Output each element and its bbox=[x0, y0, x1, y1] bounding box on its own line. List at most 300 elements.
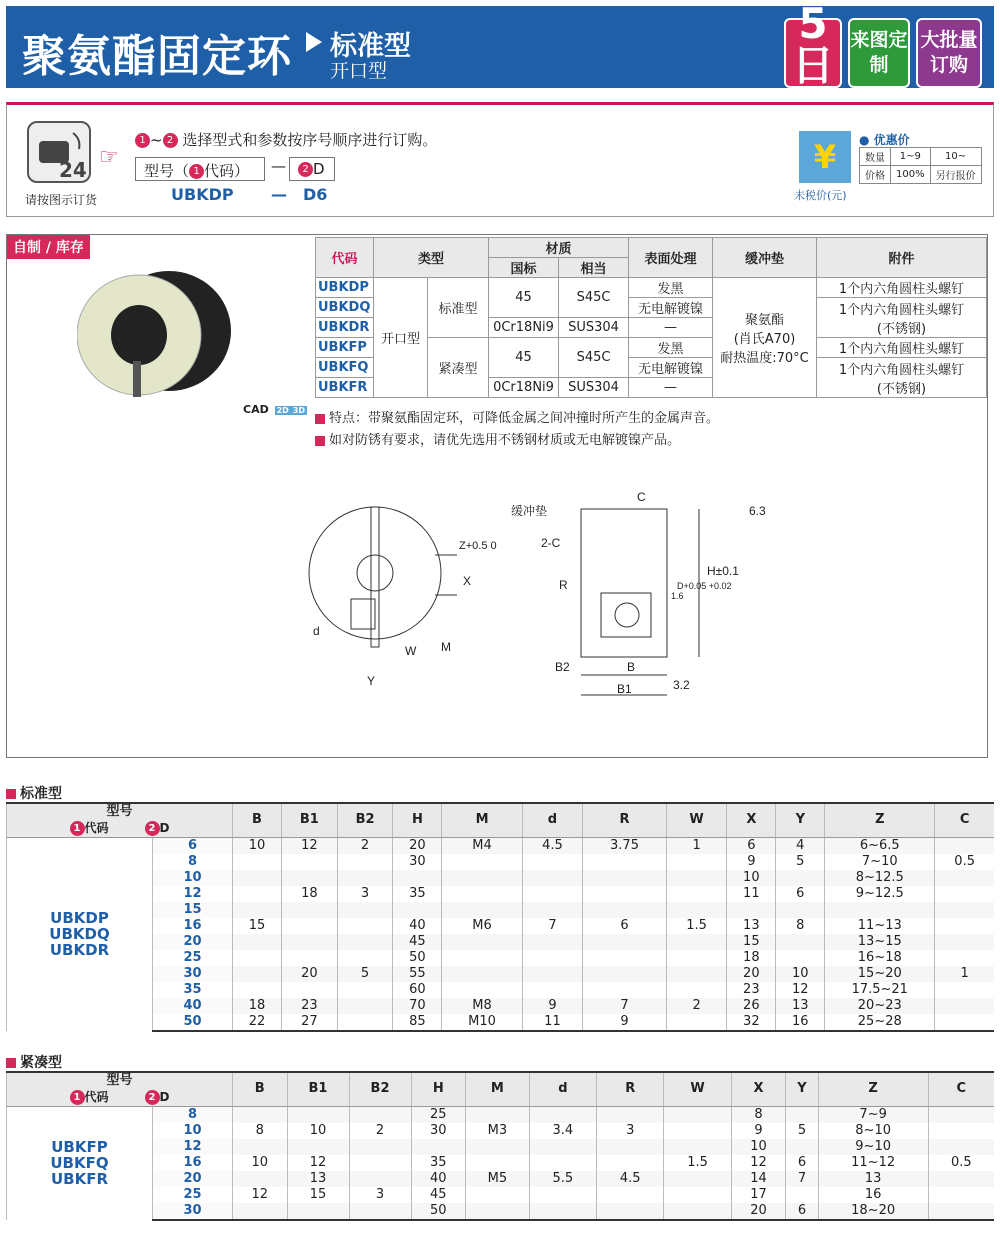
buffer-line2: (肖氏A70) bbox=[733, 332, 796, 347]
d-cell[interactable]: 35 bbox=[153, 982, 233, 998]
value-cell: 9 bbox=[727, 854, 776, 870]
th-col: B1 bbox=[287, 1072, 349, 1106]
value-cell: 23 bbox=[727, 982, 776, 998]
value-cell: 1.5 bbox=[664, 1155, 731, 1171]
step-1-icon: 1 bbox=[135, 133, 150, 148]
label-dtol: D+0.05 +0.02 bbox=[677, 581, 732, 591]
th-material: 材质 bbox=[489, 238, 629, 258]
value-cell bbox=[349, 1203, 411, 1220]
value-cell: 6 bbox=[727, 837, 776, 854]
cad-label: CAD bbox=[243, 403, 269, 416]
th-type: 类型 bbox=[374, 238, 489, 278]
value-cell: 6 bbox=[786, 1203, 818, 1220]
value-cell bbox=[776, 950, 825, 966]
value-cell bbox=[935, 870, 994, 886]
code-label: 代码） bbox=[204, 162, 250, 180]
stock-tag: 自制 / 库存 bbox=[7, 235, 90, 259]
value-cell: 30 bbox=[411, 1123, 466, 1139]
value-cell bbox=[393, 870, 442, 886]
d-cell[interactable]: 8 bbox=[153, 1106, 233, 1123]
phone-label: 请按图示订货 bbox=[25, 193, 98, 207]
value-cell bbox=[233, 886, 282, 902]
series-codes-cell bbox=[7, 1106, 153, 1220]
order-panel bbox=[6, 102, 994, 217]
arrow-icon bbox=[306, 32, 322, 52]
value-cell: 20 bbox=[393, 837, 442, 854]
value-cell bbox=[337, 934, 393, 950]
value-cell: 15~20 bbox=[825, 966, 935, 982]
value-cell: 8~10 bbox=[818, 1123, 928, 1139]
value-cell: 4.5 bbox=[522, 837, 583, 854]
th-col: Z bbox=[818, 1072, 928, 1106]
th-col: M bbox=[466, 1072, 530, 1106]
code-cell[interactable]: UBKFR bbox=[316, 378, 374, 398]
value-cell: 5.5 bbox=[529, 1171, 596, 1187]
value-cell: 70 bbox=[393, 998, 442, 1014]
gb-cell: 0Cr18Ni9 bbox=[489, 378, 559, 398]
value-cell bbox=[529, 1139, 596, 1155]
th-col: B2 bbox=[337, 803, 393, 837]
product-panel bbox=[6, 234, 988, 758]
series-codes-cell bbox=[7, 837, 153, 1031]
value-cell: 12 bbox=[776, 982, 825, 998]
value-cell bbox=[337, 918, 393, 934]
value-cell bbox=[664, 1171, 731, 1187]
value-cell: 30 bbox=[393, 854, 442, 870]
value-cell bbox=[337, 982, 393, 998]
value-cell bbox=[233, 902, 282, 918]
page-subtitle-open: 开口型 bbox=[330, 60, 388, 82]
d-cell[interactable]: 16 bbox=[153, 918, 233, 934]
value-cell: 4 bbox=[776, 837, 825, 854]
value-cell bbox=[597, 1155, 664, 1171]
th-col: d bbox=[529, 1072, 596, 1106]
order-instruction bbox=[135, 129, 437, 150]
value-cell: 23 bbox=[281, 998, 337, 1014]
d-box bbox=[289, 157, 335, 181]
note-rust-text: 如对防锈有要求，请优先选用不锈钢材质或无电解镀镍产品。 bbox=[329, 433, 681, 448]
table-row bbox=[7, 837, 995, 854]
value-cell bbox=[281, 870, 337, 886]
value-cell: 27 bbox=[281, 1014, 337, 1031]
square-bullet-icon bbox=[6, 789, 16, 799]
badge-5day-text: 发货 bbox=[797, 85, 828, 104]
value-cell bbox=[442, 982, 522, 998]
label-z: Z+0.5 0 bbox=[459, 540, 497, 552]
value-cell bbox=[935, 1014, 994, 1031]
d-cell[interactable]: 50 bbox=[153, 1014, 233, 1031]
value-cell: 15 bbox=[287, 1187, 349, 1203]
value-cell: 60 bbox=[393, 982, 442, 998]
value-cell: 17.5~21 bbox=[825, 982, 935, 998]
label-w: W bbox=[405, 644, 417, 658]
th-col: R bbox=[597, 1072, 664, 1106]
value-cell bbox=[664, 1203, 731, 1220]
code-cell[interactable]: UBKDR bbox=[316, 318, 374, 338]
value-cell: 13 bbox=[287, 1171, 349, 1187]
table-row bbox=[7, 950, 995, 966]
d-cell[interactable]: 40 bbox=[153, 998, 233, 1014]
value-cell: 85 bbox=[393, 1014, 442, 1031]
th-col: Y bbox=[786, 1072, 818, 1106]
value-cell bbox=[233, 1106, 288, 1123]
eq-cell: S45C bbox=[559, 278, 629, 318]
discount-cell: 1~9 bbox=[891, 148, 931, 166]
value-cell: 2 bbox=[337, 837, 393, 854]
series-code[interactable]: UBKDP bbox=[50, 909, 109, 927]
page-title: 聚氨酯固定环 bbox=[22, 31, 292, 82]
value-cell bbox=[442, 934, 522, 950]
table-row bbox=[7, 902, 995, 918]
label-b: B bbox=[627, 660, 636, 674]
d-cell[interactable]: 12 bbox=[153, 1139, 233, 1155]
table-row bbox=[7, 1014, 995, 1031]
value-cell: 7~10 bbox=[825, 854, 935, 870]
value-cell bbox=[522, 870, 583, 886]
value-cell bbox=[233, 1171, 288, 1187]
phone-24-icon bbox=[27, 121, 91, 183]
value-cell bbox=[666, 870, 727, 886]
label-63: 6.3 bbox=[749, 504, 766, 518]
value-cell: 8 bbox=[233, 1123, 288, 1139]
d-cell[interactable]: 8 bbox=[153, 854, 233, 870]
value-cell bbox=[583, 854, 667, 870]
value-cell bbox=[466, 1139, 530, 1155]
th-d-text: D bbox=[159, 821, 170, 836]
th-col: B1 bbox=[281, 803, 337, 837]
note-feature-text: 特点：带聚氨酯固定环，可降低金属之间冲撞时所产生的金属声音。 bbox=[329, 411, 720, 426]
value-cell: 17 bbox=[731, 1187, 786, 1203]
series-code[interactable]: UBKDR bbox=[49, 941, 110, 959]
label-buffer: 缓冲垫 bbox=[511, 504, 548, 518]
value-cell bbox=[825, 902, 935, 918]
value-cell bbox=[776, 902, 825, 918]
type-open-cell: 开口型 bbox=[374, 278, 428, 398]
d-cell[interactable]: 20 bbox=[153, 934, 233, 950]
value-cell bbox=[664, 1123, 731, 1139]
value-cell: 12 bbox=[287, 1155, 349, 1171]
d-cell[interactable]: 16 bbox=[153, 1155, 233, 1171]
th-d-text: D bbox=[159, 1090, 170, 1105]
th-col: Y bbox=[776, 803, 825, 837]
th-buffer: 缓冲垫 bbox=[713, 238, 817, 278]
d-cell[interactable]: 25 bbox=[153, 950, 233, 966]
page-subtitle-type: 标准型 bbox=[330, 31, 411, 62]
compact-title-text: 紧凑型 bbox=[20, 1055, 62, 1071]
value-cell: 22 bbox=[233, 1014, 282, 1031]
value-cell: 3.75 bbox=[583, 837, 667, 854]
value-cell: 50 bbox=[411, 1203, 466, 1220]
value-cell: 7~9 bbox=[818, 1106, 928, 1123]
d-cell[interactable]: 30 bbox=[153, 966, 233, 982]
th-col: R bbox=[583, 803, 667, 837]
value-cell bbox=[666, 854, 727, 870]
value-cell: 14 bbox=[731, 1171, 786, 1187]
th-code: 代码 bbox=[316, 238, 374, 278]
value-cell: 35 bbox=[411, 1155, 466, 1171]
th-col: M bbox=[442, 803, 522, 837]
value-cell bbox=[281, 854, 337, 870]
d-cell[interactable]: 6 bbox=[153, 837, 233, 854]
step-1-icon: 1 bbox=[70, 1090, 85, 1105]
value-cell: 5 bbox=[786, 1123, 818, 1139]
value-cell: 9 bbox=[522, 998, 583, 1014]
value-cell: 1 bbox=[935, 966, 994, 982]
value-cell bbox=[281, 934, 337, 950]
surface-cell: 发黑 bbox=[629, 338, 713, 358]
eq-cell: S45C bbox=[559, 338, 629, 378]
value-cell bbox=[233, 982, 282, 998]
technical-drawing bbox=[287, 485, 807, 705]
discount-cell: 100% bbox=[891, 166, 931, 184]
code-cell[interactable]: UBKDQ bbox=[316, 298, 374, 318]
th-model-text: 型号 bbox=[106, 804, 133, 820]
d-cell[interactable]: 15 bbox=[153, 902, 233, 918]
series-code[interactable]: UBKFQ bbox=[50, 1154, 109, 1172]
value-cell: 7 bbox=[522, 918, 583, 934]
value-cell bbox=[583, 902, 667, 918]
value-cell bbox=[583, 870, 667, 886]
code-cell[interactable]: UBKFP bbox=[316, 338, 374, 358]
value-cell bbox=[666, 934, 727, 950]
value-cell bbox=[337, 854, 393, 870]
value-cell: 7 bbox=[583, 998, 667, 1014]
value-cell bbox=[664, 1139, 731, 1155]
value-cell: M8 bbox=[442, 998, 522, 1014]
value-cell bbox=[935, 918, 994, 934]
value-cell bbox=[583, 934, 667, 950]
value-cell bbox=[466, 1155, 530, 1171]
value-cell bbox=[597, 1187, 664, 1203]
value-cell: 25~28 bbox=[825, 1014, 935, 1031]
value-cell bbox=[281, 918, 337, 934]
value-cell bbox=[666, 902, 727, 918]
value-cell bbox=[522, 934, 583, 950]
value-cell: 0.5 bbox=[928, 1155, 994, 1171]
label-h: H±0.1 bbox=[707, 564, 739, 578]
value-cell: 2 bbox=[666, 998, 727, 1014]
value-cell: 16 bbox=[776, 1014, 825, 1031]
value-cell: 2 bbox=[349, 1123, 411, 1139]
cad-3d: 3D bbox=[292, 406, 305, 415]
d-cell[interactable]: 25 bbox=[153, 1187, 233, 1203]
discount-title-text: 优惠价 bbox=[873, 133, 910, 147]
th-col: d bbox=[522, 803, 583, 837]
cad-2d: 2D bbox=[276, 406, 289, 415]
step-2-icon: 2 bbox=[163, 133, 178, 148]
cad-icon[interactable] bbox=[241, 403, 307, 416]
step-2-icon: 2 bbox=[145, 821, 160, 836]
value-cell bbox=[786, 1139, 818, 1155]
value-cell bbox=[583, 982, 667, 998]
value-cell bbox=[522, 950, 583, 966]
value-cell bbox=[466, 1203, 530, 1220]
th-model bbox=[7, 803, 233, 837]
type-compact-cell: 紧凑型 bbox=[428, 338, 489, 398]
value-cell: 18 bbox=[281, 886, 337, 902]
value-cell bbox=[786, 1106, 818, 1123]
discount-row bbox=[860, 148, 982, 166]
th-surface: 表面处理 bbox=[629, 238, 713, 278]
accessory-line1: 1个内六角圆柱头螺钉 bbox=[838, 302, 965, 318]
value-cell: 6 bbox=[583, 918, 667, 934]
th-code-text: 代码 bbox=[84, 1090, 109, 1105]
pointing-hand-icon: ☞ bbox=[99, 145, 119, 170]
value-cell: 16 bbox=[818, 1187, 928, 1203]
buffer-line3: 耐热温度:70°C bbox=[720, 351, 809, 366]
discount-title: ● 优惠价 bbox=[859, 133, 910, 147]
discount-cell: 10~ bbox=[930, 148, 981, 166]
value-cell bbox=[337, 1014, 393, 1031]
value-cell bbox=[727, 902, 776, 918]
th-col: B bbox=[233, 1072, 288, 1106]
table-row bbox=[7, 918, 995, 934]
compact-title bbox=[6, 1052, 62, 1072]
table-row bbox=[7, 886, 995, 902]
value-cell: 10 bbox=[727, 870, 776, 886]
square-bullet-icon bbox=[6, 1058, 16, 1068]
value-cell bbox=[776, 870, 825, 886]
step-1-icon: 1 bbox=[70, 821, 85, 836]
d-cell[interactable]: 20 bbox=[153, 1171, 233, 1187]
eq-cell: SUS304 bbox=[559, 318, 629, 338]
yen-label: 未税价(元) bbox=[794, 189, 847, 202]
value-cell bbox=[928, 1123, 994, 1139]
table-row bbox=[7, 982, 995, 998]
value-cell bbox=[666, 1014, 727, 1031]
header-banner bbox=[6, 0, 994, 104]
value-cell: 6 bbox=[776, 886, 825, 902]
value-cell: M5 bbox=[466, 1171, 530, 1187]
value-cell bbox=[522, 902, 583, 918]
table-row bbox=[7, 1123, 995, 1139]
value-cell: M6 bbox=[442, 918, 522, 934]
value-cell bbox=[935, 886, 994, 902]
value-cell: 25 bbox=[411, 1106, 466, 1123]
value-cell bbox=[928, 1171, 994, 1187]
value-cell bbox=[522, 886, 583, 902]
value-cell bbox=[928, 1203, 994, 1220]
value-cell bbox=[529, 1187, 596, 1203]
value-cell: 20 bbox=[281, 966, 337, 982]
value-cell bbox=[337, 870, 393, 886]
value-cell: 12 bbox=[731, 1155, 786, 1171]
value-cell bbox=[583, 950, 667, 966]
value-cell bbox=[522, 982, 583, 998]
value-cell bbox=[466, 1187, 530, 1203]
th-accessory: 附件 bbox=[817, 238, 987, 278]
series-code[interactable]: UBKDQ bbox=[49, 925, 110, 943]
value-cell: 10 bbox=[287, 1123, 349, 1139]
accessory-cell: 1个内六角圆柱头螺钉 bbox=[817, 278, 987, 298]
value-cell bbox=[233, 854, 282, 870]
value-cell: 11~12 bbox=[818, 1155, 928, 1171]
table-row bbox=[7, 1106, 995, 1123]
value-cell bbox=[529, 1203, 596, 1220]
d-cell[interactable]: 30 bbox=[153, 1203, 233, 1220]
value-cell: 8 bbox=[776, 918, 825, 934]
value-cell: 15 bbox=[233, 918, 282, 934]
value-cell bbox=[522, 966, 583, 982]
svg-text:24: 24 bbox=[59, 158, 87, 181]
value-cell bbox=[442, 902, 522, 918]
series-code[interactable]: UBKFR bbox=[50, 1170, 109, 1188]
value-cell: 10 bbox=[776, 966, 825, 982]
value-cell: 16~18 bbox=[825, 950, 935, 966]
value-cell: 13~15 bbox=[825, 934, 935, 950]
value-cell: 9 bbox=[583, 1014, 667, 1031]
value-cell bbox=[928, 1139, 994, 1155]
step-1-icon: 1 bbox=[189, 164, 204, 179]
tag-self-made: 自制 bbox=[13, 240, 41, 256]
badge-custom: 来图定制 bbox=[848, 18, 910, 88]
th-col: C bbox=[928, 1072, 994, 1106]
d-label: D bbox=[313, 160, 325, 178]
th-col: B2 bbox=[349, 1072, 411, 1106]
value-cell bbox=[583, 966, 667, 982]
value-cell: 10 bbox=[731, 1139, 786, 1155]
d-cell[interactable]: 12 bbox=[153, 886, 233, 902]
value-cell bbox=[776, 934, 825, 950]
value-cell: 35 bbox=[393, 886, 442, 902]
value-cell bbox=[935, 837, 994, 854]
value-cell bbox=[233, 950, 282, 966]
value-cell: 6 bbox=[786, 1155, 818, 1171]
value-cell bbox=[233, 1139, 288, 1155]
value-cell bbox=[287, 1203, 349, 1220]
value-cell bbox=[337, 902, 393, 918]
d-cell[interactable]: 10 bbox=[153, 870, 233, 886]
standard-title-text: 标准型 bbox=[20, 786, 62, 802]
value-cell: 55 bbox=[393, 966, 442, 982]
value-cell bbox=[233, 934, 282, 950]
value-cell bbox=[281, 982, 337, 998]
value-cell: 7 bbox=[786, 1171, 818, 1187]
info-icon bbox=[315, 436, 325, 446]
accessory-line2: (不锈钢) bbox=[876, 381, 927, 397]
value-cell: 5 bbox=[337, 966, 393, 982]
value-cell bbox=[597, 1139, 664, 1155]
th-model bbox=[7, 1072, 233, 1106]
series-code[interactable]: UBKFP bbox=[51, 1138, 108, 1156]
example-d: D6 bbox=[303, 185, 328, 204]
value-cell bbox=[666, 886, 727, 902]
th-col: H bbox=[393, 803, 442, 837]
value-cell: 6~6.5 bbox=[825, 837, 935, 854]
table-row bbox=[7, 1203, 995, 1220]
d-cell[interactable]: 10 bbox=[153, 1123, 233, 1139]
th-col: H bbox=[411, 1072, 466, 1106]
code-cell[interactable]: UBKFQ bbox=[316, 358, 374, 378]
value-cell: 13 bbox=[818, 1171, 928, 1187]
type-std-cell: 标准型 bbox=[428, 278, 489, 338]
value-cell bbox=[411, 1139, 466, 1155]
th-code-text: 代码 bbox=[84, 821, 109, 836]
code-cell[interactable]: UBKDP bbox=[316, 278, 374, 298]
table-row bbox=[7, 998, 995, 1014]
step-2-icon: 2 bbox=[145, 1090, 160, 1105]
value-cell bbox=[349, 1106, 411, 1123]
th-model-text: 型号 bbox=[106, 1073, 133, 1089]
value-cell bbox=[529, 1106, 596, 1123]
value-cell: 11 bbox=[727, 886, 776, 902]
label-x: X bbox=[463, 574, 472, 588]
accessory-cell: 1个内六角圆柱头螺钉 bbox=[817, 338, 987, 358]
th-col: X bbox=[731, 1072, 786, 1106]
step-2-icon: 2 bbox=[298, 162, 313, 177]
label-m: M bbox=[441, 640, 451, 654]
value-cell: 4.5 bbox=[597, 1171, 664, 1187]
